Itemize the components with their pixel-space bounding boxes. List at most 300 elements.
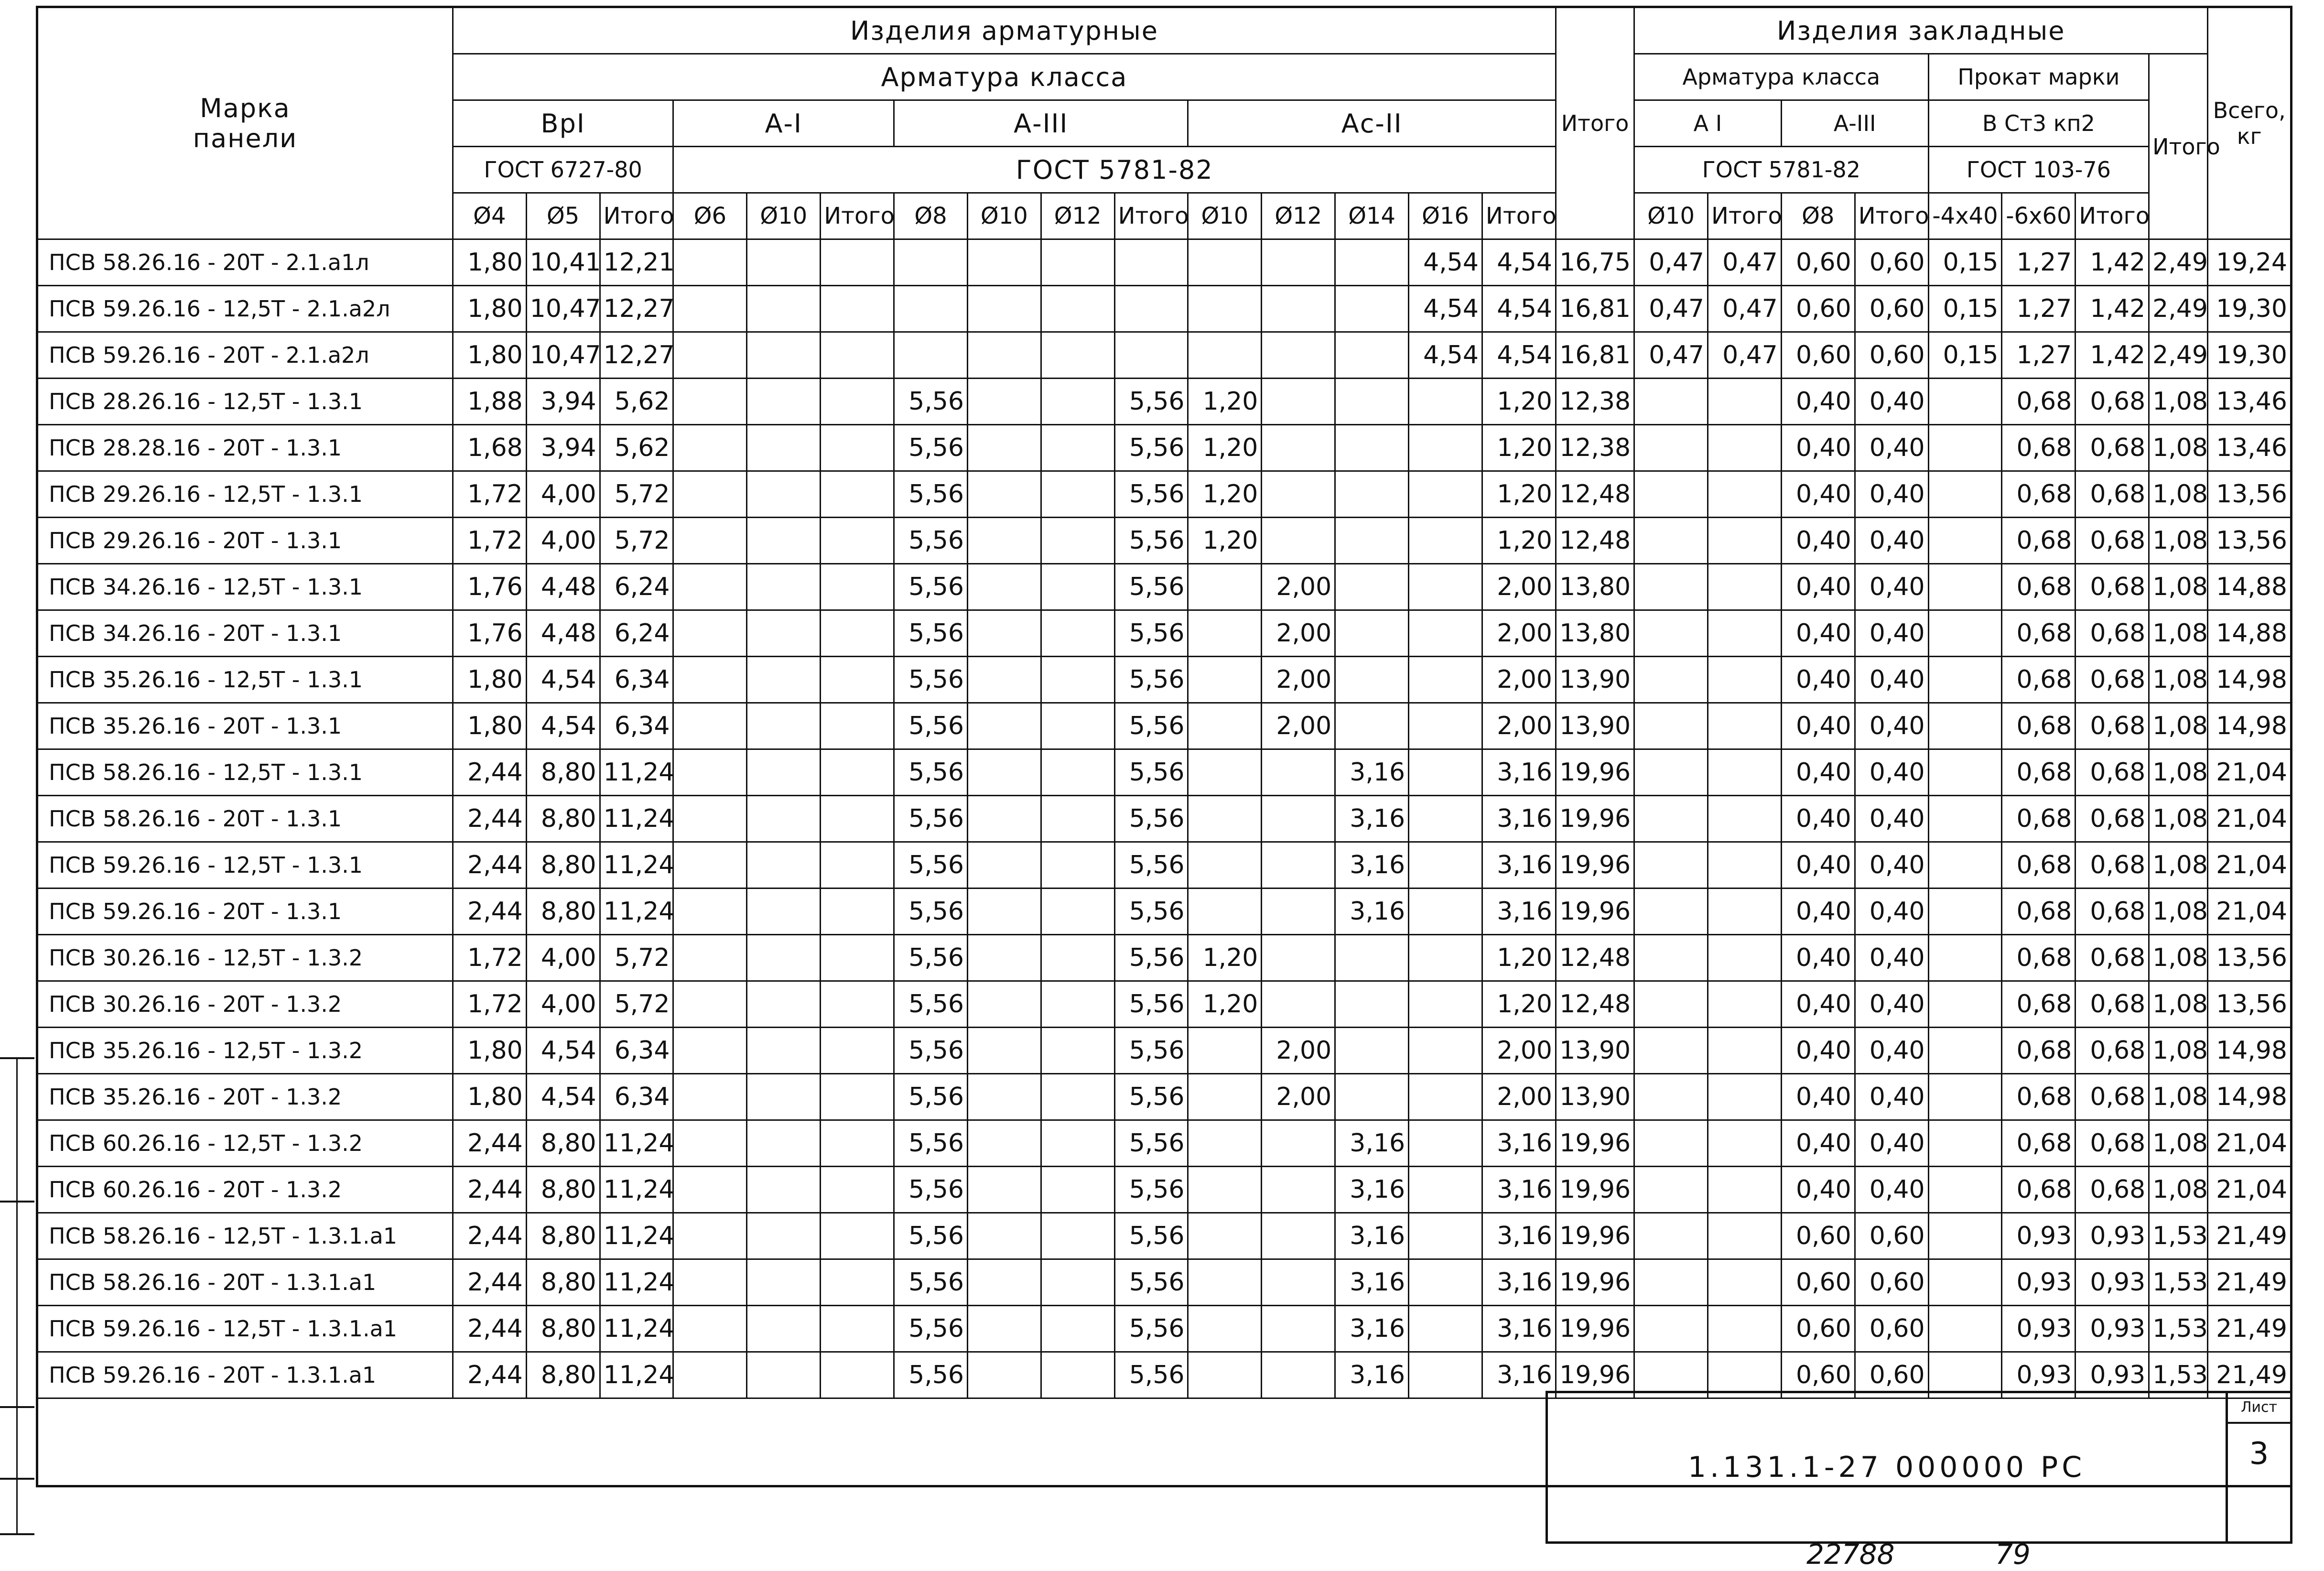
value-cell	[1262, 286, 1335, 332]
value-cell	[1188, 1120, 1262, 1167]
value-cell: 0,93	[2075, 1306, 2149, 1352]
panel-mark-cell: ПСВ 59.26.16 - 12,5Т - 1.3.1.а1	[37, 1306, 453, 1352]
value-cell	[1928, 1167, 2002, 1213]
value-cell: 1,53	[2149, 1306, 2208, 1352]
margin-line	[0, 1057, 34, 1059]
value-cell: 5,72	[600, 935, 673, 981]
value-cell: 5,56	[894, 1167, 968, 1213]
value-cell	[1928, 471, 2002, 518]
value-cell: 0,68	[2002, 796, 2075, 842]
value-cell: 5,56	[1114, 1120, 1188, 1167]
panel-mark-cell: ПСВ 59.26.16 - 12,5Т - 2.1.а2л	[37, 286, 453, 332]
value-cell: 0,68	[2075, 379, 2149, 425]
margin-line	[16, 1057, 18, 1535]
value-cell	[1708, 749, 1782, 796]
value-cell: 2,44	[453, 796, 526, 842]
value-cell	[967, 425, 1041, 471]
value-cell	[1188, 1352, 1262, 1398]
panel-mark-cell: ПСВ 35.26.16 - 12,5Т - 1.3.1	[37, 657, 453, 703]
value-cell: 2,44	[453, 1213, 526, 1259]
value-cell	[1634, 842, 1708, 888]
value-cell: 11,24	[600, 1352, 673, 1398]
value-cell	[1188, 888, 1262, 935]
value-cell: 2,00	[1262, 657, 1335, 703]
value-cell	[747, 379, 821, 425]
value-cell	[1188, 657, 1262, 703]
value-cell: 0,60	[1781, 1306, 1855, 1352]
diameter-header: Ø6	[673, 193, 747, 239]
value-cell	[1409, 1074, 1482, 1120]
value-cell	[1409, 981, 1482, 1028]
table-row	[37, 471, 2292, 518]
value-cell	[967, 286, 1041, 332]
value-cell	[1041, 379, 1114, 425]
value-cell: 2,00	[1482, 657, 1556, 703]
value-cell: 3,16	[1482, 1167, 1556, 1213]
value-cell: 1,72	[453, 981, 526, 1028]
value-cell: 5,56	[894, 1120, 968, 1167]
value-cell: 2,00	[1482, 703, 1556, 749]
value-cell: 5,56	[894, 796, 968, 842]
value-cell: 0,68	[2002, 1167, 2075, 1213]
value-cell	[1262, 1352, 1335, 1398]
value-cell: 21,49	[2208, 1306, 2292, 1352]
value-cell: 4,54	[526, 703, 600, 749]
value-cell: 0,60	[1781, 1213, 1855, 1259]
value-cell	[1708, 935, 1782, 981]
value-cell	[1188, 564, 1262, 610]
value-cell	[1928, 1213, 2002, 1259]
value-cell	[821, 1213, 894, 1259]
value-cell	[1188, 842, 1262, 888]
value-cell	[1708, 657, 1782, 703]
value-cell	[821, 1074, 894, 1120]
value-cell: 0,40	[1781, 425, 1855, 471]
table-row	[37, 842, 2292, 888]
value-cell: 2,44	[453, 888, 526, 935]
value-cell	[1262, 1306, 1335, 1352]
value-cell: 5,56	[894, 1259, 968, 1306]
value-cell: 0,40	[1855, 842, 1928, 888]
diameter-header: Ø4	[453, 193, 526, 239]
title-block	[1546, 1391, 2292, 1544]
value-cell: 19,96	[1556, 1352, 1634, 1398]
stamp-number-right: 79	[1995, 1538, 2031, 1571]
panel-mark-cell: ПСВ 60.26.16 - 20Т - 1.3.2	[37, 1167, 453, 1213]
value-cell	[1928, 888, 2002, 935]
value-cell: 4,54	[1409, 286, 1482, 332]
value-cell: 11,24	[600, 1213, 673, 1259]
value-cell: 1,20	[1482, 518, 1556, 564]
value-cell	[1928, 657, 2002, 703]
table-row	[37, 796, 2292, 842]
value-cell: 2,00	[1482, 610, 1556, 657]
value-cell	[1928, 796, 2002, 842]
value-cell: 1,20	[1188, 518, 1262, 564]
value-cell	[673, 888, 747, 935]
value-cell	[747, 749, 821, 796]
value-cell	[673, 518, 747, 564]
rolled-steel-header: В Ст3 кп2	[1928, 100, 2149, 147]
mark-header-line2: панели	[193, 123, 298, 153]
value-cell	[1335, 1028, 1409, 1074]
value-cell: 0,40	[1781, 888, 1855, 935]
value-cell	[1708, 842, 1782, 888]
value-cell	[673, 703, 747, 749]
margin-line	[0, 1406, 34, 1408]
value-cell: 5,56	[894, 888, 968, 935]
value-cell: 0,47	[1708, 286, 1782, 332]
value-cell	[1634, 1074, 1708, 1120]
value-cell: 0,40	[1781, 1167, 1855, 1213]
value-cell: 1,76	[453, 564, 526, 610]
value-cell	[1409, 518, 1482, 564]
value-cell: 4,54	[1482, 239, 1556, 286]
class-ac2-header: Ас-II	[1188, 100, 1556, 147]
value-cell: 0,60	[1855, 1306, 1928, 1352]
value-cell: 5,56	[894, 1306, 968, 1352]
value-cell	[747, 842, 821, 888]
value-cell	[894, 286, 968, 332]
value-cell	[1335, 379, 1409, 425]
value-cell: 0,40	[1855, 703, 1928, 749]
value-cell	[821, 471, 894, 518]
value-cell	[967, 935, 1041, 981]
value-cell: 10,47	[526, 332, 600, 379]
value-cell	[821, 1120, 894, 1167]
diameter-header: Итого	[2075, 193, 2149, 239]
value-cell: 5,56	[894, 1028, 968, 1074]
value-cell: 0,93	[2002, 1259, 2075, 1306]
value-cell: 3,16	[1335, 888, 1409, 935]
value-cell: 2,00	[1482, 564, 1556, 610]
value-cell: 0,68	[2075, 1074, 2149, 1120]
diameter-header: Ø14	[1335, 193, 1409, 239]
value-cell	[1409, 842, 1482, 888]
value-cell: 19,30	[2208, 332, 2292, 379]
value-cell: 4,00	[526, 518, 600, 564]
value-cell: 4,54	[1482, 332, 1556, 379]
value-cell: 1,08	[2149, 888, 2208, 935]
value-cell	[1634, 749, 1708, 796]
table-row	[37, 425, 2292, 471]
value-cell	[747, 657, 821, 703]
value-cell: 5,56	[1114, 471, 1188, 518]
value-cell: 0,40	[1855, 981, 1928, 1028]
table-row	[37, 286, 2292, 332]
value-cell: 5,72	[600, 471, 673, 518]
value-cell	[1262, 425, 1335, 471]
value-cell: 13,90	[1556, 703, 1634, 749]
value-cell: 0,68	[2002, 981, 2075, 1028]
table-row	[37, 749, 2292, 796]
value-cell: 5,56	[1114, 1028, 1188, 1074]
emb-gost-header: ГОСТ 5781-82	[1634, 147, 1928, 193]
value-cell: 1,80	[453, 286, 526, 332]
panel-mark-cell: ПСВ 28.26.16 - 12,5Т - 1.3.1	[37, 379, 453, 425]
value-cell	[821, 379, 894, 425]
value-cell	[1928, 1306, 2002, 1352]
value-cell	[1262, 471, 1335, 518]
value-cell: 0,40	[1781, 796, 1855, 842]
value-cell	[747, 564, 821, 610]
value-cell	[1708, 888, 1782, 935]
value-cell: 13,46	[2208, 379, 2292, 425]
value-cell: 0,68	[2075, 888, 2149, 935]
table-row	[37, 1259, 2292, 1306]
value-cell: 1,20	[1482, 981, 1556, 1028]
value-cell	[673, 657, 747, 703]
value-cell	[967, 471, 1041, 518]
table-row	[37, 518, 2292, 564]
value-cell: 0,68	[2075, 703, 2149, 749]
value-cell	[967, 1167, 1041, 1213]
value-cell	[967, 749, 1041, 796]
value-cell: 1,80	[453, 1028, 526, 1074]
value-cell: 8,80	[526, 1259, 600, 1306]
value-cell	[1928, 610, 2002, 657]
value-cell: 13,80	[1556, 610, 1634, 657]
value-cell	[1114, 286, 1188, 332]
value-cell: 0,68	[2002, 1120, 2075, 1167]
value-cell: 0,60	[1781, 239, 1855, 286]
value-cell: 1,20	[1482, 379, 1556, 425]
value-cell	[1335, 239, 1409, 286]
diameter-header: Ø8	[1781, 193, 1855, 239]
value-cell	[1335, 332, 1409, 379]
value-cell	[1335, 471, 1409, 518]
value-cell	[1634, 657, 1708, 703]
value-cell: 0,40	[1781, 518, 1855, 564]
value-cell: 0,93	[2075, 1259, 2149, 1306]
specification-table	[36, 6, 2292, 1487]
value-cell: 1,08	[2149, 935, 2208, 981]
value-cell: 2,49	[2149, 332, 2208, 379]
value-cell	[1335, 981, 1409, 1028]
value-cell	[1409, 1167, 1482, 1213]
value-cell: 5,56	[894, 657, 968, 703]
value-cell: 0,40	[1855, 657, 1928, 703]
value-cell	[1634, 379, 1708, 425]
value-cell	[1041, 332, 1114, 379]
value-cell: 0,93	[2075, 1352, 2149, 1398]
value-cell	[1928, 1074, 2002, 1120]
diameter-header: Ø10	[1188, 193, 1262, 239]
panel-mark-cell: ПСВ 59.26.16 - 20Т - 1.3.1	[37, 888, 453, 935]
value-cell	[967, 703, 1041, 749]
value-cell: 0,40	[1855, 471, 1928, 518]
value-cell	[1262, 749, 1335, 796]
embedded-products-header: Изделия закладные	[1634, 7, 2208, 54]
value-cell	[1041, 1306, 1114, 1352]
value-cell: 6,34	[600, 657, 673, 703]
value-cell: 1,88	[453, 379, 526, 425]
value-cell	[1928, 1259, 2002, 1306]
value-cell	[1188, 749, 1262, 796]
value-cell	[1634, 610, 1708, 657]
value-cell: 5,56	[894, 610, 968, 657]
value-cell	[673, 935, 747, 981]
value-cell: 13,56	[2208, 518, 2292, 564]
value-cell: 2,00	[1482, 1074, 1556, 1120]
value-cell: 19,96	[1556, 1259, 1634, 1306]
value-cell	[1041, 610, 1114, 657]
value-cell	[821, 888, 894, 935]
value-cell	[1262, 935, 1335, 981]
diameter-header: Ø8	[894, 193, 968, 239]
value-cell: 1,72	[453, 471, 526, 518]
value-cell	[967, 657, 1041, 703]
value-cell: 3,16	[1482, 1306, 1556, 1352]
value-cell: 16,75	[1556, 239, 1634, 286]
value-cell: 1,42	[2075, 286, 2149, 332]
value-cell	[1634, 564, 1708, 610]
value-cell: 1,72	[453, 935, 526, 981]
value-cell: 0,40	[1781, 1028, 1855, 1074]
value-cell: 5,56	[894, 1213, 968, 1259]
value-cell: 14,98	[2208, 1028, 2292, 1074]
value-cell	[1634, 425, 1708, 471]
value-cell: 1,08	[2149, 657, 2208, 703]
value-cell: 1,08	[2149, 1074, 2208, 1120]
value-cell: 0,60	[1781, 1259, 1855, 1306]
value-cell: 3,16	[1335, 1167, 1409, 1213]
value-cell: 2,00	[1262, 564, 1335, 610]
value-cell: 13,56	[2208, 471, 2292, 518]
value-cell: 0,40	[1781, 564, 1855, 610]
value-cell: 0,40	[1855, 1120, 1928, 1167]
value-cell: 5,56	[894, 518, 968, 564]
value-cell: 13,90	[1556, 1074, 1634, 1120]
value-cell: 0,40	[1781, 657, 1855, 703]
value-cell: 1,20	[1188, 471, 1262, 518]
value-cell: 0,40	[1855, 610, 1928, 657]
value-cell: 2,49	[2149, 286, 2208, 332]
value-cell	[1335, 610, 1409, 657]
emb-class-a1-header: А I	[1634, 100, 1782, 147]
value-cell: 14,98	[2208, 1074, 2292, 1120]
value-cell: 3,16	[1335, 796, 1409, 842]
value-cell	[1708, 1028, 1782, 1074]
value-cell	[1708, 379, 1782, 425]
value-cell: 8,80	[526, 1120, 600, 1167]
diameter-header: Ø5	[526, 193, 600, 239]
value-cell: 5,62	[600, 379, 673, 425]
value-cell: 1,20	[1482, 425, 1556, 471]
grand-total-line1: Всего,	[2213, 98, 2286, 123]
diameter-header: Итого	[1855, 193, 1928, 239]
value-cell: 1,76	[453, 610, 526, 657]
value-cell	[1262, 518, 1335, 564]
value-cell: 3,16	[1335, 749, 1409, 796]
emb-class-a3-header: А-III	[1781, 100, 1928, 147]
value-cell	[1634, 703, 1708, 749]
value-cell: 11,24	[600, 1167, 673, 1213]
value-cell: 1,08	[2149, 981, 2208, 1028]
value-cell	[1188, 796, 1262, 842]
value-cell	[1409, 657, 1482, 703]
value-cell	[747, 703, 821, 749]
value-cell	[1409, 379, 1482, 425]
value-cell	[673, 239, 747, 286]
value-cell	[1188, 610, 1262, 657]
value-cell	[1409, 703, 1482, 749]
value-cell	[1262, 796, 1335, 842]
value-cell: 5,56	[894, 1352, 968, 1398]
value-cell	[673, 286, 747, 332]
value-cell	[1262, 842, 1335, 888]
value-cell: 0,40	[1781, 981, 1855, 1028]
value-cell	[821, 1259, 894, 1306]
value-cell: 6,24	[600, 564, 673, 610]
value-cell	[967, 239, 1041, 286]
value-cell: 12,21	[600, 239, 673, 286]
value-cell: 0,68	[2002, 935, 2075, 981]
value-cell: 1,08	[2149, 425, 2208, 471]
value-cell: 2,44	[453, 1352, 526, 1398]
value-cell	[1114, 239, 1188, 286]
value-cell: 5,56	[1114, 888, 1188, 935]
reinf-products-header: Изделия арматурные	[453, 7, 1556, 54]
value-cell: 3,16	[1482, 888, 1556, 935]
table-row	[37, 1306, 2292, 1352]
value-cell	[1041, 981, 1114, 1028]
diameter-header: Итого	[1482, 193, 1556, 239]
class-a1-header: А-I	[673, 100, 894, 147]
value-cell	[1928, 564, 2002, 610]
value-cell: 11,24	[600, 1120, 673, 1167]
panel-mark-cell: ПСВ 34.26.16 - 12,5Т - 1.3.1	[37, 564, 453, 610]
table-row	[37, 888, 2292, 935]
value-cell: 5,62	[600, 425, 673, 471]
value-cell: 0,93	[2075, 1213, 2149, 1259]
value-cell	[1409, 1028, 1482, 1074]
table-header	[37, 7, 2292, 239]
value-cell: 0,40	[1855, 425, 1928, 471]
value-cell: 8,80	[526, 749, 600, 796]
value-cell: 0,40	[1855, 564, 1928, 610]
value-cell: 0,40	[1781, 610, 1855, 657]
value-cell	[1262, 239, 1335, 286]
value-cell: 4,54	[1482, 286, 1556, 332]
value-cell	[1708, 1306, 1782, 1352]
value-cell	[673, 1167, 747, 1213]
value-cell	[1335, 657, 1409, 703]
value-cell	[1041, 842, 1114, 888]
value-cell: 2,44	[453, 749, 526, 796]
value-cell	[821, 796, 894, 842]
value-cell	[967, 610, 1041, 657]
value-cell	[821, 564, 894, 610]
diameter-header: Ø12	[1041, 193, 1114, 239]
value-cell: 0,68	[2075, 935, 2149, 981]
value-cell: 0,40	[1855, 888, 1928, 935]
value-cell: 3,16	[1482, 1259, 1556, 1306]
value-cell	[1708, 1074, 1782, 1120]
value-cell	[673, 379, 747, 425]
value-cell: 3,94	[526, 379, 600, 425]
value-cell: 1,80	[453, 1074, 526, 1120]
value-cell: 0,40	[1781, 1120, 1855, 1167]
value-cell: 13,46	[2208, 425, 2292, 471]
value-cell	[967, 1306, 1041, 1352]
value-cell	[1041, 796, 1114, 842]
value-cell: 8,80	[526, 796, 600, 842]
value-cell: 0,68	[2075, 796, 2149, 842]
value-cell	[1708, 1259, 1782, 1306]
value-cell	[1708, 703, 1782, 749]
value-cell: 3,16	[1335, 842, 1409, 888]
